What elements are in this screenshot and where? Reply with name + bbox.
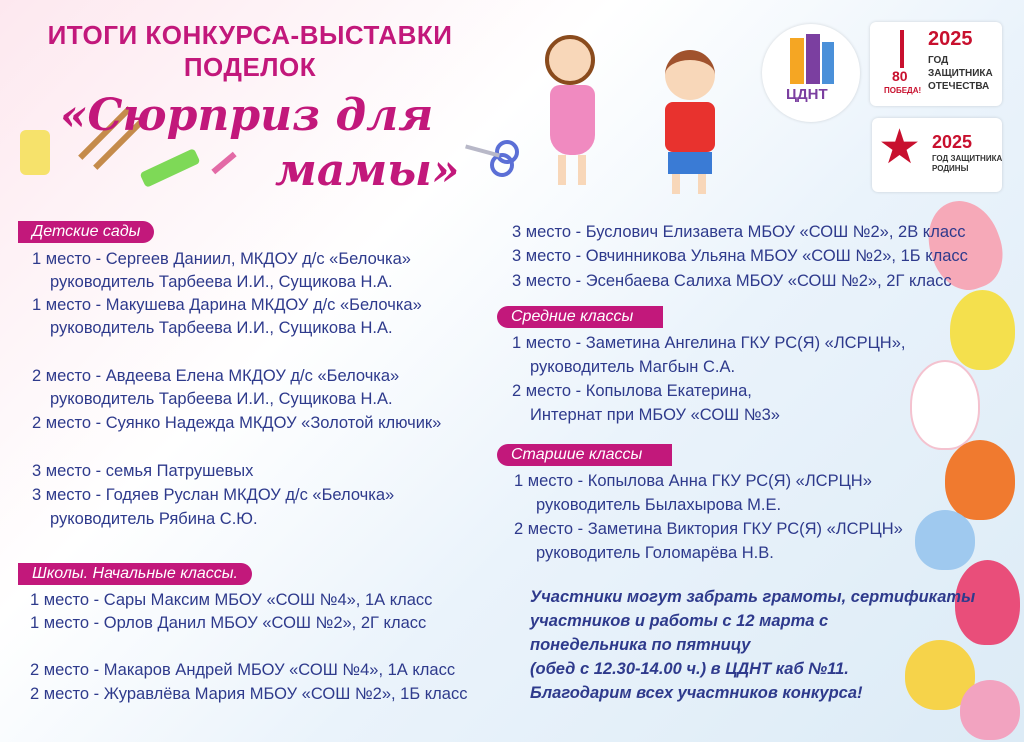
kindergarten-line-6: руководитель Тарбеева И.И., Сущикова Н.А.	[50, 390, 393, 408]
kindergarten-line-7: 2 место - Суянко Надежда МКДОУ «Золотой ключик»	[32, 414, 442, 432]
kids-illustration	[540, 20, 740, 195]
section-badge-kindergarten: Детские сады	[18, 221, 154, 243]
senior-line-1: 1 место - Копылова Анна ГКУ РС(Я) «ЛСРЦН»	[514, 472, 872, 490]
primary-line-1: 1 место - Сары Максим МБОУ «СОШ №4», 1А класс	[30, 591, 433, 609]
star-line-2: РОДИНЫ	[932, 164, 969, 173]
middle-line-3: 2 место - Копылова Екатерина,	[512, 382, 752, 400]
middle-line-1: 1 место - Заметина Ангелина ГКУ РС(Я) «ЛСРЦН»,	[512, 334, 906, 352]
section-badge-primary: Школы. Начальные классы.	[18, 563, 252, 585]
senior-line-4: руководитель Голомарёва Н.В.	[536, 544, 774, 562]
year-line-2: ЗАЩИТНИКА	[928, 68, 993, 79]
star-year: 2025	[932, 132, 973, 152]
pobeda-number: 80	[892, 68, 908, 84]
senior-line-3: 2 место - Заметина Виктория ГКУ РС(Я) «ЛСРЦН»	[514, 520, 903, 538]
title-line-4: мамы»	[275, 145, 460, 196]
primary-line-2: 1 место - Орлов Данил МБОУ «СОШ №2», 2Г класс	[30, 614, 427, 632]
star-line-1: ГОД ЗАЩИТНИКА	[932, 154, 1002, 163]
title-line-3: «Сюрприз для	[60, 90, 434, 141]
primary-line-6: 3 место - Овчинникова Ульяна МБОУ «СОШ №2», 1Б класс	[512, 247, 968, 265]
year-label: 2025	[928, 28, 973, 50]
title-line-2: ПОДЕЛОК	[183, 52, 317, 82]
section-badge-middle: Средние классы	[497, 306, 663, 328]
primary-line-7: 3 место - Эсенбаева Салиха МБОУ «СОШ №2», 2Г класс	[512, 272, 952, 290]
kindergarten-line-10: руководитель Рябина С.Ю.	[50, 510, 258, 528]
primary-line-5: 3 место - Буслович Елизавета МБОУ «СОШ №2», 2В класс	[512, 223, 966, 241]
middle-line-2: руководитель Магбын С.А.	[530, 358, 736, 376]
note-line-3: понедельника по пятницу	[530, 636, 751, 654]
senior-line-2: руководитель Былахырова М.Е.	[536, 496, 782, 514]
primary-line-3: 2 место - Макаров Андрей МБОУ «СОШ №4», 1А класс	[30, 661, 456, 679]
note-line-1: Участники могут забрать грамоты, сертификаты	[530, 588, 976, 606]
note-line-4: (обед с 12.30-14.00 ч.) в ЦДНТ каб №11.	[530, 660, 849, 678]
kindergarten-line-1: 1 место - Сергеев Даниил, МКДОУ д/с «Белочка»	[32, 250, 411, 268]
year-line-1: ГОД	[928, 55, 949, 66]
red-star-icon: ★	[878, 121, 922, 174]
cdnt-logo-text: ЦДНТ	[786, 86, 828, 103]
note-line-5: Благодарим всех участников конкурса!	[530, 684, 863, 702]
kindergarten-line-5: 2 место - Авдеева Елена МКДОУ д/с «Белочка»	[32, 367, 400, 385]
title-line-1: ИТОГИ КОНКУРСА-ВЫСТАВКИ	[47, 20, 453, 50]
kindergarten-line-4: руководитель Тарбеева И.И., Сущикова Н.А.	[50, 319, 393, 337]
kindergarten-line-8: 3 место - семья Патрушевых	[32, 462, 254, 480]
year-of-defender-logo	[870, 22, 1002, 106]
section-badge-senior: Старшие классы	[497, 444, 672, 466]
middle-line-4: Интернат при МБОУ «СОШ №3»	[530, 406, 780, 424]
kindergarten-line-3: 1 место - Макушева Дарина МКДОУ д/с «Белочка»	[32, 296, 422, 314]
cdnt-logo	[762, 24, 860, 122]
year-line-3: ОТЕЧЕСТВА	[928, 81, 990, 92]
pobeda-word: ПОБЕДА!	[884, 86, 922, 95]
note-line-2: участников и работы с 12 марта с	[530, 612, 829, 630]
kindergarten-line-9: 3 место - Годяев Руслан МКДОУ д/с «Белочка»	[32, 486, 395, 504]
primary-line-4: 2 место - Журавлёва Мария МБОУ «СОШ №2», 1Б класс	[30, 685, 468, 703]
kindergarten-line-2: руководитель Тарбеева И.И., Сущикова Н.А.	[50, 273, 393, 291]
scissors-icon	[465, 135, 525, 175]
year-of-homeland-defender-logo	[872, 118, 1002, 192]
